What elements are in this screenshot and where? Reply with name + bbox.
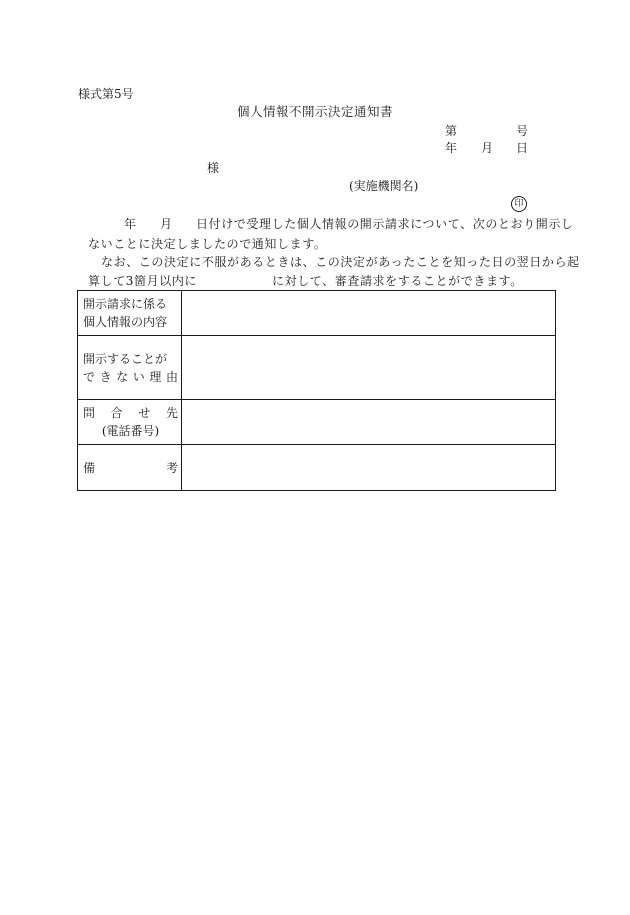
label-char: で (83, 369, 96, 384)
body-paragraph-1-line-2: ないことに決定しましたので通知します。 (88, 237, 327, 251)
label-char: な (116, 369, 129, 384)
number-suffix: 号 (516, 124, 529, 138)
label-line (83, 368, 178, 386)
table-row (78, 291, 556, 336)
label-char: 由 (165, 369, 178, 384)
label-line (83, 459, 178, 477)
form-number: 様式第5号 (78, 87, 134, 101)
body-paragraph-2: なお、この決定に不服があるときは、この決定があったことを知った日の翌日から起 (101, 255, 580, 269)
label-char: 合 (110, 406, 123, 420)
implementing-body-label: (実施機関名) (349, 179, 419, 193)
value-contact[interactable] (182, 400, 556, 445)
table-row (78, 445, 556, 491)
label-line: (電話番号) (101, 424, 160, 438)
info-table (77, 290, 556, 491)
document-title: 個人情報不開示決定通知書 (236, 104, 393, 119)
label-char: 理 (149, 369, 162, 384)
table-row (78, 400, 556, 445)
label-nondisclosure-reason (78, 336, 182, 400)
label-char: き (99, 369, 112, 384)
label-line (83, 404, 178, 422)
seal-icon: 印 (511, 196, 527, 212)
body-month-label: 月 (160, 217, 173, 231)
value-nondisclosure-reason[interactable] (182, 336, 556, 400)
addressee-suffix: 様 (207, 161, 220, 175)
value-disclosure-content[interactable] (182, 291, 556, 336)
number-prefix: 第 (445, 124, 458, 138)
table-row (78, 336, 556, 400)
label-char: せ (138, 406, 151, 420)
label-remarks (78, 445, 182, 491)
label-char: 先 (165, 406, 178, 420)
label-char: い (132, 369, 145, 384)
date-year-label: 年 (445, 141, 458, 155)
label-char: 問 (83, 406, 96, 420)
label-disclosure-content (78, 291, 182, 336)
value-remarks[interactable] (182, 445, 556, 491)
body-paragraph-2-line-2-start: 算して3箇月以内に (88, 274, 198, 288)
date-month-label: 月 (481, 141, 494, 155)
label-char: 考 (165, 460, 178, 475)
body-paragraph-1: 日付けで受理した個人情報の開示請求について、次のとおり開示し (196, 217, 574, 231)
body-paragraph-2-line-2-end: に対して、審査請求をすることができます。 (272, 274, 523, 288)
label-line: 開示することが (83, 351, 168, 366)
label-line: 開示請求に係る (83, 297, 168, 311)
label-line: 個人情報の内容 (83, 315, 168, 329)
body-year-label: 年 (124, 217, 137, 231)
label-char: 備 (83, 460, 96, 475)
label-contact (78, 400, 182, 445)
date-day-label: 日 (516, 141, 529, 155)
